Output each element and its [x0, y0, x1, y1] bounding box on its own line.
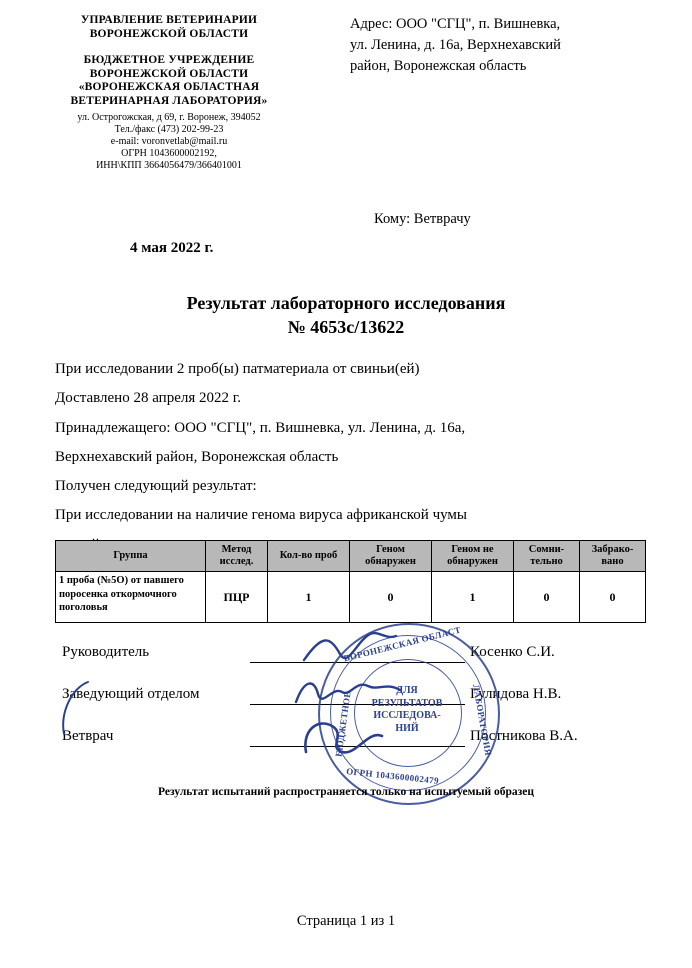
document-title [0, 291, 692, 340]
body-line-3: Принадлежащего: ООО "СГЦ", п. Вишневка, ул. Ленина, д. 16а, [55, 419, 466, 436]
org-ogrn: ОГРН 1043600002192, [121, 147, 217, 159]
stamp-center-line-2: РЕЗУЛЬТАТОВ [371, 697, 443, 709]
cell-count: 1 [268, 572, 350, 623]
stamp-center-line-3: ИССЛЕДОВА- [373, 710, 441, 721]
stamp-arc-left-text: БЮДЖЕТНОЕ [333, 690, 353, 758]
addressee-line-1: Адрес: ООО "СГЦ", п. Вишневка, [350, 16, 561, 32]
signature-role-vet: Ветврач [62, 728, 114, 744]
org-address: ул. Острогожская, д 69, г. Воронеж, 394052 [77, 112, 261, 124]
addressee-line-2: ул. Ленина, д. 16а, Верхнехавский [350, 37, 561, 54]
result-table-wrapper [55, 540, 645, 623]
document-footnote: Результат испытаний распространяется только на испытуемый образец [158, 786, 534, 798]
addressee-block [314, 14, 668, 171]
th-rejected [580, 541, 646, 572]
letterhead [24, 14, 314, 171]
org-name-line-2: ВОРОНЕЖСКОЙ ОБЛАСТИ [89, 67, 249, 80]
title-number: № 4653с/13622 [287, 317, 405, 338]
cell-rejected: 0 [580, 572, 646, 623]
th-genome-found-line-1: Геном [376, 544, 405, 556]
document-header [0, 0, 692, 171]
th-method-line-2: исслед. [219, 556, 254, 567]
th-genome-not-found-line-2: обнаружен [447, 556, 498, 567]
org-phone: Тел./факс (473) 202-99-23 [114, 124, 224, 136]
body-line-1: При исследовании 2 проб(ы) патматериала от свиньи(ей) [55, 361, 420, 377]
body-line-2: Доставлено 28 апреля 2022 г. [55, 390, 241, 407]
org-name-line-3: «ВОРОНЕЖСКАЯ ОБЛАСТНАЯ [78, 81, 260, 94]
cell-group: 1 проба (№5О) от павшего поросенка откормочного поголовья [56, 572, 206, 623]
cell-genome-not-found: 1 [432, 572, 514, 623]
th-genome-not-found [432, 541, 514, 572]
signature-name-vet: Постникова В.А. [470, 728, 578, 744]
stamp-arc-right-text: ЛАБОРАТОРИЯ [471, 683, 494, 757]
cell-genome-found: 0 [350, 572, 432, 623]
stamp-arc-top-text: ВОРОНЕЖСКАЯ ОБЛАСТ [342, 624, 463, 664]
th-genome-found-line-2: обнаружен [365, 556, 416, 567]
th-genome-not-found-line-1: Геном не [451, 544, 494, 556]
page-number: Страница 1 из 1 [296, 913, 396, 929]
signature-row-vet [55, 724, 645, 766]
signature-name-department: Гулидова Н.В. [470, 686, 562, 702]
stamp-arc-bottom-text: ОГРН 1043600002479 [345, 766, 440, 786]
th-doubtful [514, 541, 580, 572]
cell-method: ПЦР [206, 572, 268, 623]
th-rejected-line-2: вано [601, 556, 624, 567]
signature-block [55, 640, 645, 766]
th-method [206, 541, 268, 572]
body-line-4: Верхнехавский район, Воронежская область [55, 448, 339, 465]
recipient-line: Кому: Ветврачу [374, 211, 471, 227]
org-inn-kpp: ИНН\КПП 3664056479/366401001 [96, 159, 242, 171]
th-method-line-1: Метод [221, 544, 252, 556]
title-main: Результат лабораторного исследования [186, 293, 506, 313]
th-genome-found [350, 541, 432, 572]
result-table [55, 540, 646, 623]
th-group: Группа [56, 541, 206, 572]
document-date: 4 мая 2022 г. [130, 240, 214, 256]
signature-line-head [250, 662, 465, 663]
cell-doubtful: 0 [514, 572, 580, 623]
document-body [55, 357, 635, 562]
th-doubtful-line-2: тельно [530, 556, 563, 567]
signature-row-head [55, 640, 645, 682]
signature-role-department: Заведующий отделом [62, 686, 200, 702]
table-row [56, 572, 646, 623]
org-email: e-mail: voronvetlab@mail.ru [110, 135, 228, 147]
body-line-6: При исследовании на наличие генома вируса африканской чумы [55, 507, 467, 524]
addressee-line-3: район, Воронежская область [350, 58, 527, 75]
authority-line-2: ВОРОНЕЖСКОЙ ОБЛАСТИ [89, 27, 249, 40]
body-line-5: Получен следующий результат: [55, 478, 257, 495]
signature-name-head: Косенко С.И. [470, 644, 555, 660]
org-name-line-4: ВЕТЕРИНАРНАЯ ЛАБОРАТОРИЯ» [70, 94, 268, 107]
th-doubtful-line-1: Сомни- [528, 544, 565, 556]
stamp-center-line-1: ДЛЯ [396, 685, 418, 696]
authority-line-1: УПРАВЛЕНИЕ ВЕТЕРИНАРИИ [80, 14, 258, 26]
signature-line-department [250, 704, 465, 705]
signature-role-head: Руководитель [62, 644, 150, 660]
th-count: Кол-во проб [268, 541, 350, 572]
signature-row-department [55, 682, 645, 724]
table-header-row [56, 541, 646, 572]
signature-line-vet [250, 746, 465, 747]
org-name-line-1: БЮДЖЕТНОЕ УЧРЕЖДЕНИЕ [83, 54, 255, 67]
th-rejected-line-1: Забрако- [591, 544, 634, 556]
stamp-center-line-4: НИЙ [395, 722, 419, 734]
